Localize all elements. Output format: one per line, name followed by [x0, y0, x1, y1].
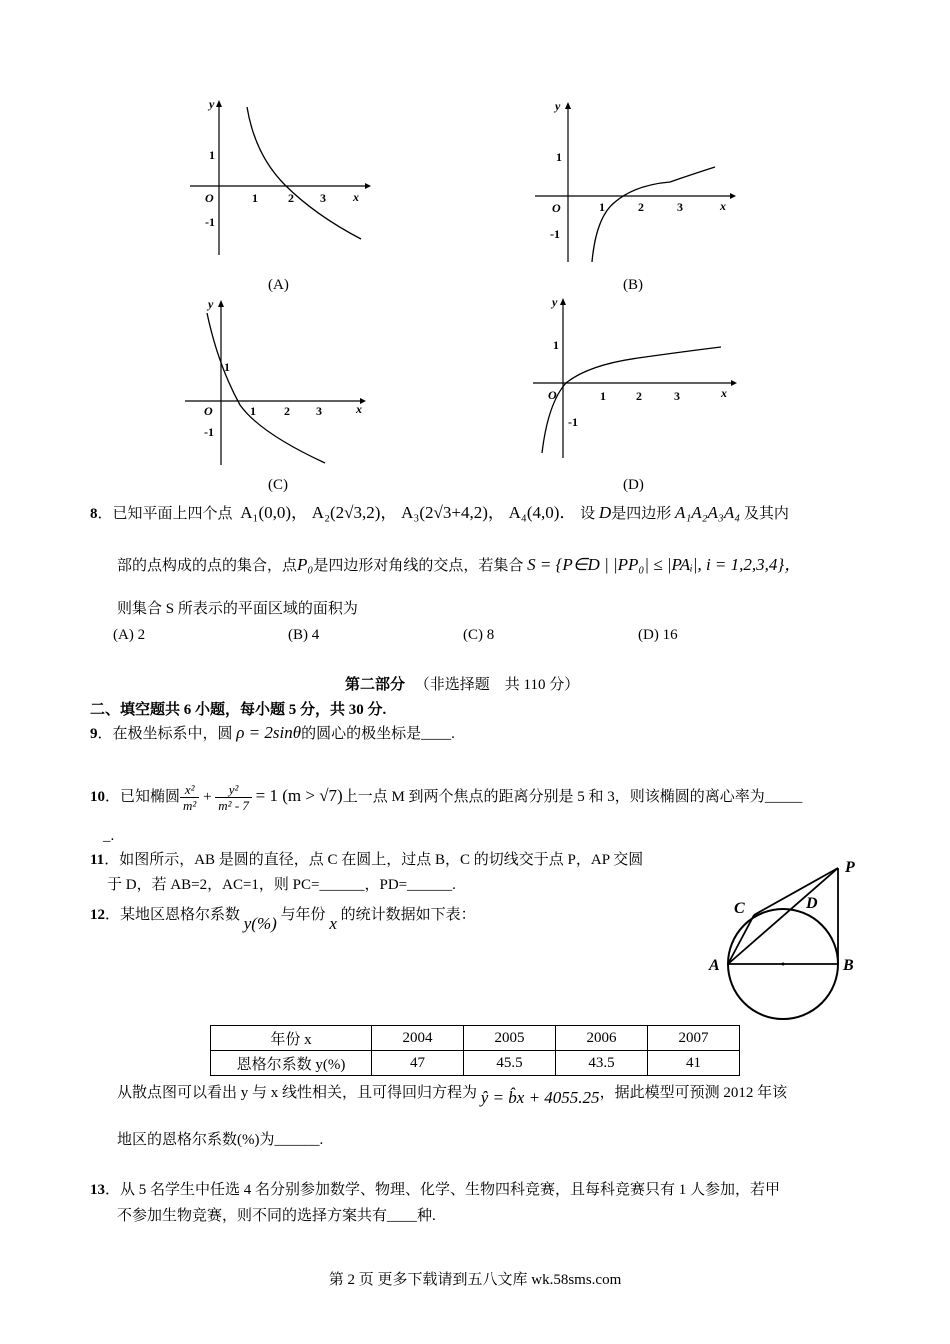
table-cell: 2005 [464, 1026, 556, 1051]
table-row [211, 1051, 740, 1076]
q10-text-b: 上一点 M 到两个焦点的距离分别是 5 和 3，则该椭圆的离心率为_____ [342, 789, 803, 805]
y-axis-arrow [216, 100, 222, 107]
tick-x2: 2 [284, 404, 290, 418]
curve-d [542, 347, 721, 453]
label-c: C [734, 900, 745, 917]
q10-y2: y² [215, 782, 252, 798]
q8-text-a: ．已知平面上四个点 [97, 506, 233, 522]
q13-line1 [90, 1179, 780, 1201]
q12-number: 12 [90, 907, 105, 923]
q8-number: 8 [90, 506, 98, 522]
q12-line1 [90, 900, 476, 939]
q8-line2 [117, 554, 801, 577]
q9-text-b: 的圆心的极坐标是____. [301, 726, 455, 742]
tick-ym1: -1 [204, 425, 214, 439]
tick-x2: 2 [636, 389, 642, 403]
q13-text: ．从 5 名学生中任选 4 名分别参加数学、物理、化学、生物四科竞赛，且每科竞赛只有 1 人参加，若甲 [105, 1182, 781, 1198]
q10-eq: = 1 (m > √7) [255, 786, 343, 805]
curve-c [207, 313, 325, 463]
table-cell: 45.5 [464, 1051, 556, 1076]
tick-y1: 1 [224, 360, 230, 374]
q8-line2-b: 是四边形对角线的交点，若集合 [313, 558, 524, 574]
q10-number: 10 [90, 789, 105, 805]
tick-ym1: -1 [568, 415, 578, 429]
caption-a: (A) [268, 277, 289, 293]
y-label: y [555, 99, 561, 113]
q12-xvar: x [329, 914, 337, 933]
q12-line3: 地区的恩格尔系数(%)为______. [117, 1132, 324, 1148]
caption-d: (D) [623, 477, 644, 493]
q8-option-d: (D) 16 [638, 627, 678, 643]
x-label: x [353, 190, 359, 204]
tick-ym1: -1 [550, 227, 560, 241]
part2-title-line [345, 674, 579, 696]
q8-text-b: 设 [580, 506, 596, 522]
x-axis-arrow [731, 380, 737, 386]
q8-point-a4: A₄(4,0)． [508, 503, 577, 522]
table-cell: 2004 [372, 1026, 464, 1051]
table-cell: 47 [372, 1051, 464, 1076]
q8-set-d: D [598, 503, 612, 522]
q10-line2: _. [103, 828, 115, 844]
chord-ac [728, 915, 754, 964]
q10-text-a: ．已知椭圆 [105, 789, 181, 805]
q8-option-c: (C) 8 [463, 627, 495, 643]
part2-subtitle: （非选择题 共 110 分） [414, 677, 580, 693]
tick-x3: 3 [677, 200, 683, 214]
q10-frac-x [180, 782, 199, 813]
q9 [90, 722, 455, 745]
graph-b [530, 97, 740, 267]
y-axis-arrow [560, 298, 566, 305]
q9-formula: ρ = 2sinθ [236, 723, 302, 742]
x-axis-arrow [365, 183, 371, 189]
tick-x1: 1 [250, 404, 256, 418]
q10-x2: x² [180, 782, 199, 798]
label-p: P [845, 859, 855, 876]
curve-b [592, 167, 715, 262]
origin-label: O [548, 388, 557, 402]
label-d: D [806, 895, 818, 912]
table-cell: 2006 [556, 1026, 648, 1051]
q12-line2 [117, 1082, 787, 1109]
q8-point-a3: A₃(2√3+4,2)， [401, 503, 505, 522]
tick-ym1: -1 [205, 215, 215, 229]
tick-x2: 2 [638, 200, 644, 214]
q8-text-d: 及其内 [743, 506, 789, 522]
label-a: A [709, 957, 720, 974]
caption-b: (B) [623, 277, 643, 293]
q10-line1: 10．已知椭圆 $\frac{\text{x²}}{\text{m²}}$ + $\frac{\text{y²}}{\text{m² - 7}}$ = 1 (m > √7)上一点 M 到两个焦点的距离分别是 5 和 3，则该椭圆的离心率为_____ [90, 782, 803, 814]
q13-number: 13 [90, 1182, 105, 1198]
part2-title: 第二部分 [345, 677, 406, 693]
q12-yvar: y(%) [243, 914, 277, 933]
center-dot [782, 963, 785, 966]
q8-quad: A₁A₂A₃A₄ [674, 503, 741, 522]
page-footer: 第 2 页 更多下载请到五八文库 wk.58sms.com [328, 1272, 622, 1288]
tick-x2: 2 [288, 191, 294, 205]
q8-line1 [90, 502, 789, 525]
x-axis-arrow [730, 193, 736, 199]
q12-regression: ŷ = b̂x + 4055.25 [480, 1088, 600, 1107]
tick-x3: 3 [316, 404, 322, 418]
q8-option-a: (A) 2 [113, 627, 146, 643]
origin-label: O [552, 201, 561, 215]
x-label: x [356, 402, 362, 416]
q12-line2-b: ，据此模型可预测 2012 年该 [599, 1085, 788, 1101]
table-row [211, 1026, 740, 1051]
part2-heading: 二、填空题共 6 小题，每小题 5 分，共 30 分. [90, 702, 387, 718]
tick-x3: 3 [674, 389, 680, 403]
table-cell: 2007 [648, 1026, 740, 1051]
label-b: B [843, 957, 854, 974]
tick-x3: 3 [320, 191, 326, 205]
table-cell: 41 [648, 1051, 740, 1076]
x-label: x [720, 199, 726, 213]
q12-text-b: 与年份 [280, 907, 326, 923]
q11-text: ．如图所示，AB 是圆的直径，点 C 在圆上，过点 B，C 的切线交于点 P，AP 交圆 [104, 852, 644, 868]
tick-x1: 1 [252, 191, 258, 205]
y-label: y [208, 297, 214, 311]
q8-set-s: S = {P∈D | |PP₀| ≤ |PAᵢ|, i = 1,2,3,4}， [527, 555, 802, 574]
table-cell: 年份 x [211, 1026, 372, 1051]
x-label: x [721, 386, 727, 400]
y-axis-arrow [218, 300, 224, 307]
tick-y1: 1 [556, 150, 562, 164]
q10-m2: m² [183, 798, 197, 814]
circle-figure [700, 850, 870, 1020]
q8-option-b: (B) 4 [288, 627, 320, 643]
q8-point-a2: A₂(2√3,2)， [311, 503, 398, 522]
tangent-cp [754, 868, 838, 915]
caption-c: (C) [268, 477, 288, 493]
q11-line1 [90, 849, 643, 871]
tick-y1: 1 [209, 148, 215, 162]
q13-line2: 不参加生物竞赛，则不同的选择方案共有____种. [117, 1208, 436, 1224]
q12-text-c: 的统计数据如下表： [340, 907, 476, 923]
y-label: y [552, 295, 558, 309]
q9-text-a: ．在极坐标系中，圆 [97, 726, 233, 742]
q12-text-a: ．某地区恩格尔系数 [105, 907, 241, 923]
y-axis-arrow [565, 102, 571, 109]
origin-label: O [204, 404, 213, 418]
graph-a [185, 95, 375, 265]
q10-frac-y [215, 782, 252, 813]
origin-label: O [205, 191, 214, 205]
q8-p0: P₀ [297, 555, 314, 574]
curve-a [247, 107, 361, 239]
q12-line2-a: 从散点图可以看出 y 与 x 线性相关，且可得回归方程为 [117, 1085, 478, 1101]
engel-table [210, 1025, 740, 1076]
tick-x1: 1 [599, 200, 605, 214]
y-label: y [209, 97, 215, 111]
table-cell: 43.5 [556, 1051, 648, 1076]
q9-number: 9 [90, 726, 98, 742]
tick-x1: 1 [600, 389, 606, 403]
tick-y1: 1 [553, 338, 559, 352]
q8-text-c: 是四边形 [611, 506, 672, 522]
q11-line2: 于 D，若 AB=2，AC=1，则 PC=______，PD=______. [107, 877, 456, 893]
q10-m27: m² - 7 [218, 798, 249, 814]
q8-line3: 则集合 S 所表示的平面区域的面积为 [117, 601, 358, 617]
q8-point-a1: A₁(0,0)， [240, 503, 309, 522]
table-cell: 恩格尔系数 y(%) [211, 1051, 372, 1076]
q8-line2-a: 部的点构成的点的集合，点 [117, 558, 298, 574]
graph-d [528, 293, 743, 463]
q11-number: 11 [90, 852, 105, 868]
graph-c [180, 295, 375, 470]
